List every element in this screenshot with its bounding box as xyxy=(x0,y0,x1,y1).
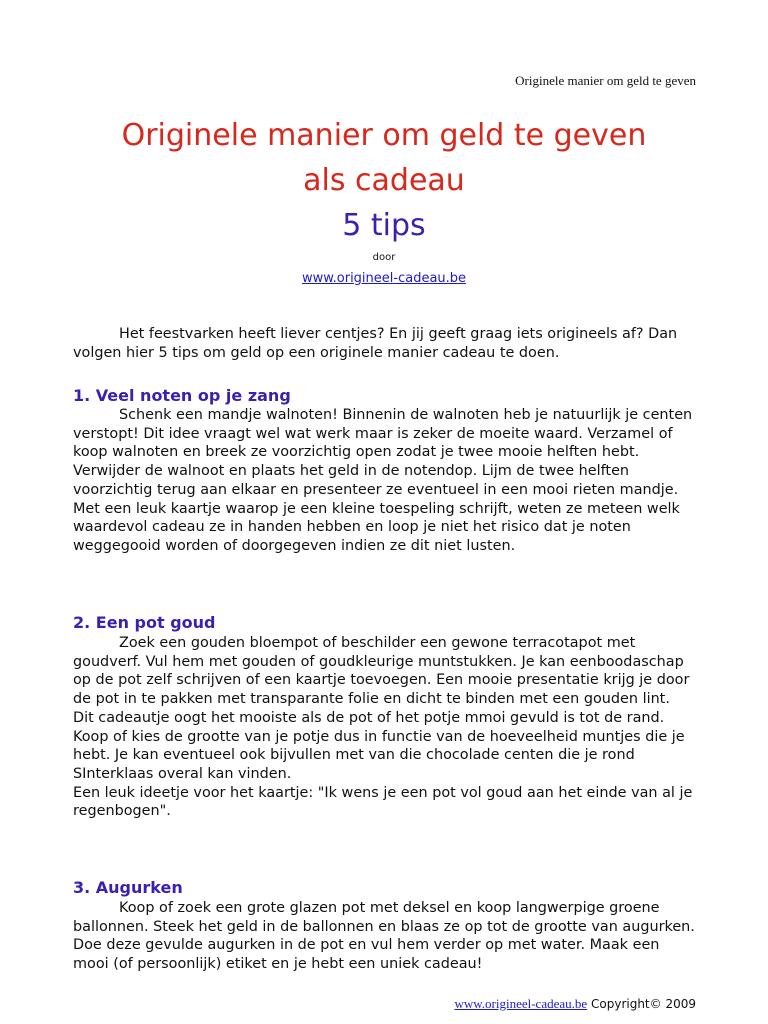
document-subtitle: 5 tips xyxy=(342,208,426,243)
page-footer xyxy=(454,996,696,1012)
footer-site-link[interactable]: www.origineel-cadeau.be xyxy=(454,996,588,1011)
section-1-heading: 1. Veel noten op je zang xyxy=(73,386,291,405)
section-3-paragraph-1: Koop of zoek een grote glazen pot met deksel en koop langwerpige groene ballonnen. Steek het geld in de ballonnen en blaas ze op tot de grootte van augurken. Doe deze gevulde augurken in de pot en vul hem verder op met water. Maak een mooi (of persoonlijk) etiket en je hebt een uniek cadeau! xyxy=(73,900,695,973)
section-2-body xyxy=(73,634,695,821)
section-1-paragraph-1: Schenk een mandje walnoten! Binnenin de walnoten heb je natuurlijk je centen verstopt! Dit idee vraagt wel wat werk maar is zeker de moeite waard. Verzamel of koop walnoten en breek ze voorzichtig open zodat je twee mooie helften hebt. Verwijder de walnoot en plaats het geld in de notendop. Lijm de twee helften voorzichtig terug aan elkaar en presenteer ze eventueel in een mooi rieten mandje. Met een leuk kaartje waarop je een kleine toespeling schrijft, weten ze meteen welk waardevol cadeau ze in handen hebben en loop je niet het risico dat je noten weggegooid worden of doorgegeven indien ze dit niet lusten. xyxy=(73,407,693,554)
section-1-body xyxy=(73,406,695,556)
by-label: door xyxy=(372,252,396,263)
section-3-body xyxy=(73,899,695,974)
title-line-2: als cadeau xyxy=(303,163,465,198)
section-2-paragraph-3: Een leuk ideetje voor het kaartje: "Ik wens je een pot vol goud aan het einde van al je regenbogen". xyxy=(73,784,693,820)
section-2-heading: 2. Een pot goud xyxy=(73,613,216,632)
document-title xyxy=(0,113,768,203)
intro-text: Het feestvarken heeft liever centjes? En jij geeft graag iets origineels af? Dan volgen hier 5 tips om geld op een originele manier cadeau te doen. xyxy=(73,326,678,361)
section-2-paragraph-1: Zoek een gouden bloempot of beschilder een gewone terracotapot met goudverf. Vul hem met gouden of goudkleurige muntstukken. Je kan eenboodaschap op de pot zelf schrijven of een kaartje toevoegen. Een mooie presentatie krijg je door de pot in te pakken met transparante folie en dicht te binden met een gouden lint. xyxy=(73,635,690,708)
section-2-paragraph-2: Dit cadeautje oogt het mooiste als de pot of het potje mmoi gevuld is tot de rand. Koop of kies de grootte van je potje dus in functie van de hoeveelheid muntjes die je hebt. Je kan eventueel ook bijvullen met van die chocolade centen die je rond SInterklaas overal kan vinden. xyxy=(73,709,685,782)
title-line-1: Originele manier om geld te geven xyxy=(121,118,647,153)
site-link[interactable]: www.origineel-cadeau.be xyxy=(301,271,467,286)
section-3-heading: 3. Augurken xyxy=(73,878,183,897)
site-link-container xyxy=(0,271,768,286)
running-header: Originele manier om geld te geven xyxy=(515,73,696,88)
footer-copyright: Copyright© 2009 xyxy=(591,997,696,1011)
intro-paragraph xyxy=(73,325,695,362)
